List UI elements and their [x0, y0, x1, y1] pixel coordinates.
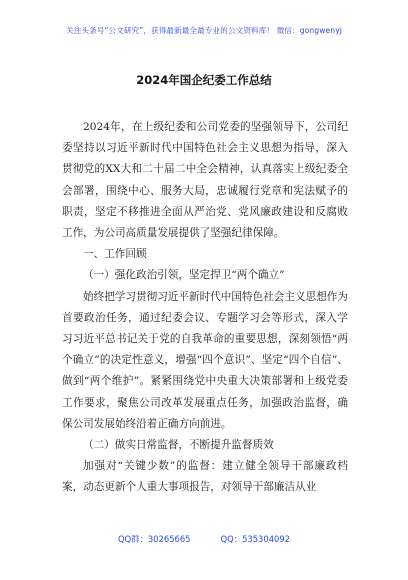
intro-paragraph: 2024年，在上级纪委和公司党委的坚强领导下，公司纪委坚持以习近平新时代中国特色社会主义思想为指导，深入贯彻党的XX大和二十届二中全会精神，认真落实上级纪委全会部署，围绕中心、服务大局，忠诚履行党章和宪法赋予的职责，坚定不移推进全面从严治党、党风廉政建设和反腐败工作，为公司高质量发展提供了坚强纪律保障。: [62, 121, 348, 240]
document-title: 2024年国企纪委工作总结: [136, 73, 272, 87]
footer-banner: [0, 534, 408, 545]
footer-qq-group: QQ群：30265665: [117, 534, 191, 544]
footer-qq-contact: QQ：535304092: [220, 534, 291, 544]
header-banner: 关注头条号“公文研究”，获得最新最全最专业的公文资料库！ 微信：gongwenyj: [66, 26, 342, 35]
document-body: [62, 117, 348, 499]
subsection-heading-2: （二）做实日常监督，不断提升监督质效: [83, 439, 274, 452]
section-heading-review: 一、工作回顾: [83, 248, 147, 261]
subsection-heading-1: （一）强化政治引领，坚定捍卫“两个确立”: [83, 269, 285, 282]
body-paragraph-2: 加强对“关键少数”的监督：建立健全领导干部廉政档案，动态更新个人重大事项报告，对领导干部廉洁从业: [62, 460, 348, 494]
body-paragraph-1: 始终把学习贯彻习近平新时代中国特色社会主义思想作为首要政治任务，通过纪委会议、专题学习会等形式，深入学习习近平总书记关于党的自我革命的重要思想，深刻领悟“两个确立”的决定性意义，增强“四个意识”、坚定“四个自信”、做到“两个维护”。紧紧围绕党中央重大决策部署和上级党委工作要求，聚焦公司改革发展重点任务，加强政治监督，确保公司发展始终沿着正确方向前进。: [62, 290, 348, 430]
